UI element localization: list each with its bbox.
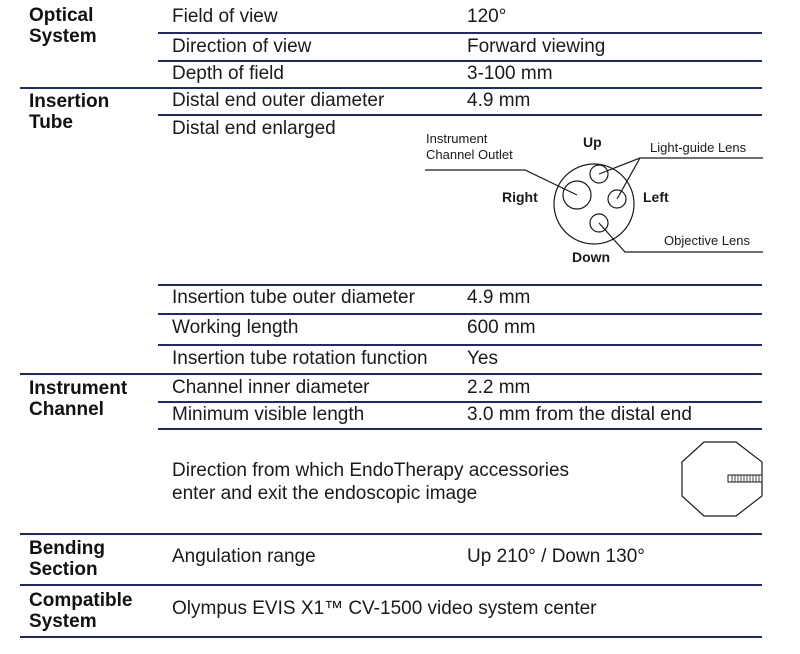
instrument-channel-outlet-caption: Instrument Channel Outlet — [426, 131, 513, 162]
field-of-view-value: 120° — [467, 6, 507, 27]
accessory-direction-label: Direction from which EndoTherapy accessories enter and exit the endoscopic image — [172, 460, 570, 504]
instrument-outlet-leader — [425, 170, 577, 195]
section-optical-system: Optical System — [29, 5, 97, 47]
section-compatible-system: Compatible System — [29, 590, 133, 632]
distal-end-outer-diameter-value: 4.9 mm — [467, 90, 531, 111]
working-length-value: 600 mm — [467, 317, 536, 338]
light-guide-lens-leader-b — [617, 158, 640, 199]
section-divider — [20, 373, 762, 375]
direction-right-label: Right — [502, 189, 538, 205]
minimum-visible-length-value: 3.0 mm from the distal end — [467, 404, 692, 425]
objective-lens-caption: Objective Lens — [664, 233, 750, 248]
light-guide-lens-caption: Light-guide Lens — [650, 140, 747, 155]
row-divider — [158, 428, 762, 430]
direction-down-label: Down — [572, 249, 611, 265]
direction-of-view-label: Direction of view — [172, 36, 312, 57]
section-divider — [20, 636, 762, 638]
direction-left-label: Left — [643, 189, 669, 205]
working-length-label: Working length — [172, 317, 299, 338]
section-divider — [20, 533, 762, 535]
angulation-range-label: Angulation range — [172, 546, 316, 567]
row-divider — [158, 284, 762, 286]
insertion-tube-outer-diameter-value: 4.9 mm — [467, 287, 531, 308]
channel-inner-diameter-label: Channel inner diameter — [172, 377, 370, 398]
minimum-visible-length-label: Minimum visible length — [172, 404, 365, 425]
compatible-system-value: Olympus EVIS X1™ CV-1500 video system center — [172, 598, 597, 619]
depth-of-field-value: 3-100 mm — [467, 63, 553, 84]
angulation-range-value: Up 210° / Down 130° — [467, 546, 645, 567]
section-bending-section: Bending Section — [29, 538, 105, 580]
direction-of-view-value: Forward viewing — [467, 36, 606, 57]
section-insertion-tube: Insertion Tube — [29, 91, 110, 133]
distal-end-outer-diameter-label: Distal end outer diameter — [172, 90, 385, 111]
distal-end-enlarged-label: Distal end enlarged — [172, 118, 336, 139]
field-of-view-label: Field of view — [172, 6, 278, 27]
endoscopic-image-octagon-icon — [676, 440, 766, 520]
rotation-function-label: Insertion tube rotation function — [172, 348, 428, 369]
light-guide-lens-leader-a — [599, 158, 763, 174]
row-divider — [158, 344, 762, 346]
row-divider — [158, 313, 762, 315]
insertion-tube-outer-diameter-label: Insertion tube outer diameter — [172, 287, 415, 308]
row-divider — [158, 401, 762, 403]
channel-inner-diameter-value: 2.2 mm — [467, 377, 531, 398]
section-divider — [20, 584, 762, 586]
section-instrument-channel: Instrument Channel — [29, 378, 128, 420]
endotherapy-accessory-icon — [728, 475, 762, 482]
direction-up-label: Up — [583, 134, 602, 150]
depth-of-field-label: Depth of field — [172, 63, 284, 84]
rotation-function-value: Yes — [467, 348, 498, 369]
